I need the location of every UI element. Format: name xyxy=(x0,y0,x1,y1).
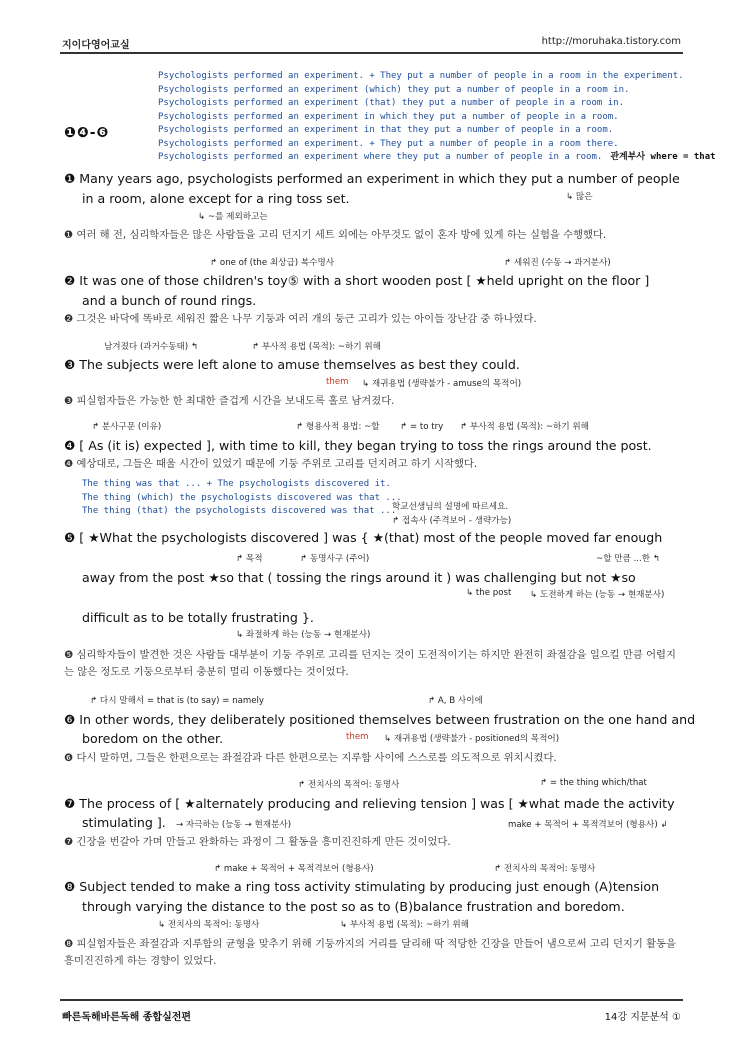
s6-note-between: ↱ A, B 사이에 xyxy=(428,696,483,706)
s6-note-them: them xyxy=(346,732,369,742)
s5-english-line2: away from the post ★so that ( tossing the rings around it ) was challenging but not ★so xyxy=(82,570,636,585)
analysis-block xyxy=(158,70,716,165)
analysis-note: 관계부사 where = that xyxy=(610,152,716,162)
s7-english-line1: ❼ The process of [ ★alternately producing and relieving tension ] was [ ★what made the activity xyxy=(64,796,675,811)
s1-english-line1: ❶ Many years ago, psychologists performed an experiment in which they put a number of people xyxy=(64,171,680,186)
s6-note-in-other-words: ↱ 다시 말해서 = that is (to say) = namely xyxy=(90,696,265,706)
s7-note-make: make + 목적어 + 목적격보어 (형용사) ↲ xyxy=(508,820,668,830)
s7-note-stimulating: → 자극하는 (능동 → 현재분사) xyxy=(176,820,292,830)
s6-note-reflexive: ↳ 재귀용법 (생략불가 - positioned의 목적어) xyxy=(384,734,560,744)
s4-korean: ❹ 예상대로, 그들은 때울 시간이 있었기 때문에 기둥 주위로 고리를 던지려고 하기 시작했다. xyxy=(64,458,478,470)
s5-note-so-as: ~할 만큼 ...한 ↰ xyxy=(596,554,660,564)
analysis-line: Psychologists performed an experiment in which they put a number of people in a room. xyxy=(158,111,619,122)
s7-note-gerund: ↱ 전치사의 목적어: 동명사 xyxy=(298,780,400,790)
s1-korean: ❶ 여러 해 전, 심리학자들은 많은 사람들을 고리 던지기 세트 외에는 아무것도 없이 혼자 방에 있게 하는 실험을 수행했다. xyxy=(64,229,607,241)
s5-note-frustrating: ↳ 좌절하게 하는 (능동 → 현재분사) xyxy=(236,630,371,640)
s5-note-conjunction: ↱ 접속사 (주격보어 - 생략가능) xyxy=(392,516,512,526)
s7-korean: ❼ 긴장을 번갈아 가며 만들고 완화하는 과정이 그 활동을 흥미진진하게 만든 것이었다. xyxy=(64,836,451,848)
s5-english-line3: difficult as to be totally frustrating }. xyxy=(82,610,314,625)
footer-rule xyxy=(60,999,683,1001)
s8-english-line1: ❽ Subject tended to make a ring toss activity stimulating by producing just enough (A)tension xyxy=(64,879,660,894)
analysis-line: The thing (that) the psychologists discovered was that ... xyxy=(82,506,397,516)
s4-note-adjectival: ↱ 형용사적 용법: ~할 xyxy=(296,422,380,432)
s3-note-left: 남겨졌다 (과거수동태) ↰ xyxy=(104,342,199,352)
s8-korean: ❽ 피실험자들은 좌절감과 지루함의 균형을 맞추기 위해 기둥까지의 거리를 달리해 딱 적당한 긴장을 만들어 냄으로써 고리 던지기 활동을 흥미진진하게 하는 경향이 있었다. xyxy=(64,938,676,967)
s5-english-line1: ❺ [ ★What the psychologists discovered ] was { ★(that) most of the people moved far enough xyxy=(64,530,663,545)
s8-note-purpose: ↳ 부사적 용법 (목적): ~하기 위해 xyxy=(340,920,469,930)
analysis-line: Psychologists performed an experiment (that) they put a number of people in a room in. xyxy=(158,98,624,108)
s5-note-gerund: ↱ 동명사구 (주어) xyxy=(300,554,370,564)
analysis-line: Psychologists performed an experiment where they put a number of people in a room. xyxy=(158,152,603,162)
s8-note-gerund: ↱ 전치사의 목적어: 동명사 xyxy=(494,864,596,874)
s4-note-to-try: ↱ = to try xyxy=(400,422,444,432)
s3-note-them: them xyxy=(326,377,349,387)
s5-note-purpose: ↱ 목적 xyxy=(236,554,263,564)
question-number: ❶❹-❻ xyxy=(64,125,110,141)
analysis-line: Psychologists performed an experiment. + They put a number of people in a room there. xyxy=(158,138,619,149)
header-title: 지이다영어교실 xyxy=(62,40,130,51)
s5-note-teacher: 학교선생님의 설명에 따르세요. xyxy=(392,502,509,512)
s6-english-line2: boredom on the other. xyxy=(82,731,224,746)
s8-note-gerund2: ↳ 전치사의 목적어: 동명사 xyxy=(158,920,260,930)
analysis-line: The thing (which) the psychologists discovered was that ... xyxy=(82,492,402,503)
s3-note-purpose: ↱ 부사적 용법 (목적): ~하기 위해 xyxy=(252,342,381,352)
header-rule xyxy=(60,52,683,54)
footer-page: 14강 지문분석 ① xyxy=(604,1012,681,1023)
s1-note-except: ↳ ~를 제외하고는 xyxy=(198,212,268,222)
s3-english: ❸ The subjects were left alone to amuse themselves as best they could. xyxy=(64,357,520,372)
s4-note-purpose: ↱ 부사적 용법 (목적): ~하기 위해 xyxy=(460,422,589,432)
s2-note-one-of: ↱ one of (the 최상급) 복수명사 xyxy=(210,258,335,268)
s5-korean: ❺ 심리학자들이 발견한 것은 사람들 대부분이 기둥 주위로 고리를 던지는 것이 도전적이기는 하지만 완전히 좌절감을 일으킬 만큼 어렵지는 않은 정도로 기둥으로부터 충분히 멀리 이동했다는 것이었다. xyxy=(64,649,676,678)
s6-korean: ❻ 다시 말하면, 그들은 한편으로는 좌절감과 다른 한편으로는 지루함 사이에 스스로를 의도적으로 위치시켰다. xyxy=(64,752,557,764)
analysis-line: The thing was that ... + The psychologists discovered it. xyxy=(82,479,391,489)
footer-title: 빠른독해바른독해 종합실전편 xyxy=(62,1012,192,1023)
analysis-line: Psychologists performed an experiment in that they put a number of people in a room. xyxy=(158,125,614,135)
s5-analysis-block xyxy=(82,478,402,519)
s3-note-reflexive: ↳ 재귀용법 (생략불가 - amuse의 목적어) xyxy=(362,379,522,389)
s5-note-the-post: ↳ the post xyxy=(466,588,512,598)
s1-english-line2: in a room, alone except for a ring toss set. xyxy=(82,191,350,206)
s4-english: ❹ [ As (it is) expected ], with time to kill, they began trying to toss the rings around the post. xyxy=(64,438,652,453)
s2-korean: ❷ 그것은 바닥에 똑바로 세워진 짧은 나무 기둥과 여러 개의 둥근 고리가 있는 아이들 장난감 중 하나였다. xyxy=(64,313,537,325)
s7-english-line2: stimulating ]. xyxy=(82,815,166,830)
analysis-line: Psychologists performed an experiment (which) they put a number of people in a room in. xyxy=(158,84,630,95)
analysis-line: Psychologists performed an experiment. + They put a number of people in a room in the experiment. xyxy=(158,71,684,81)
s5-note-challenging: ↳ 도전하게 하는 (능동 → 현재분사) xyxy=(530,590,665,600)
header-url[interactable]: http://moruhaka.tistory.com xyxy=(541,36,681,47)
s2-english-line1: ❷ It was one of those children's toy⑤ with a short wooden post [ ★held upright on the floor ] xyxy=(64,273,650,288)
s3-korean: ❸ 피실험자들은 가능한 한 최대한 즐겁게 시간을 보내도록 홀로 남겨졌다. xyxy=(64,395,395,407)
s2-english-line2: and a bunch of round rings. xyxy=(82,293,257,308)
s4-note-participle: ↱ 분사구문 (이유) xyxy=(92,422,162,432)
s2-note-held: ↱ 세워진 (수동 → 과거분사) xyxy=(504,258,611,268)
s1-note-many: ↳ 많은 xyxy=(566,192,593,202)
s8-english-line2: through varying the distance to the post so as to (B)balance frustration and boredom. xyxy=(82,899,625,914)
s7-note-what: ↱ = the thing which/that xyxy=(540,778,647,788)
s6-english-line1: ❻ In other words, they deliberately positioned themselves between frustration on the one hand and xyxy=(64,712,696,727)
s8-note-make: ↱ make + 목적어 + 목적격보어 (형용사) xyxy=(214,864,374,874)
